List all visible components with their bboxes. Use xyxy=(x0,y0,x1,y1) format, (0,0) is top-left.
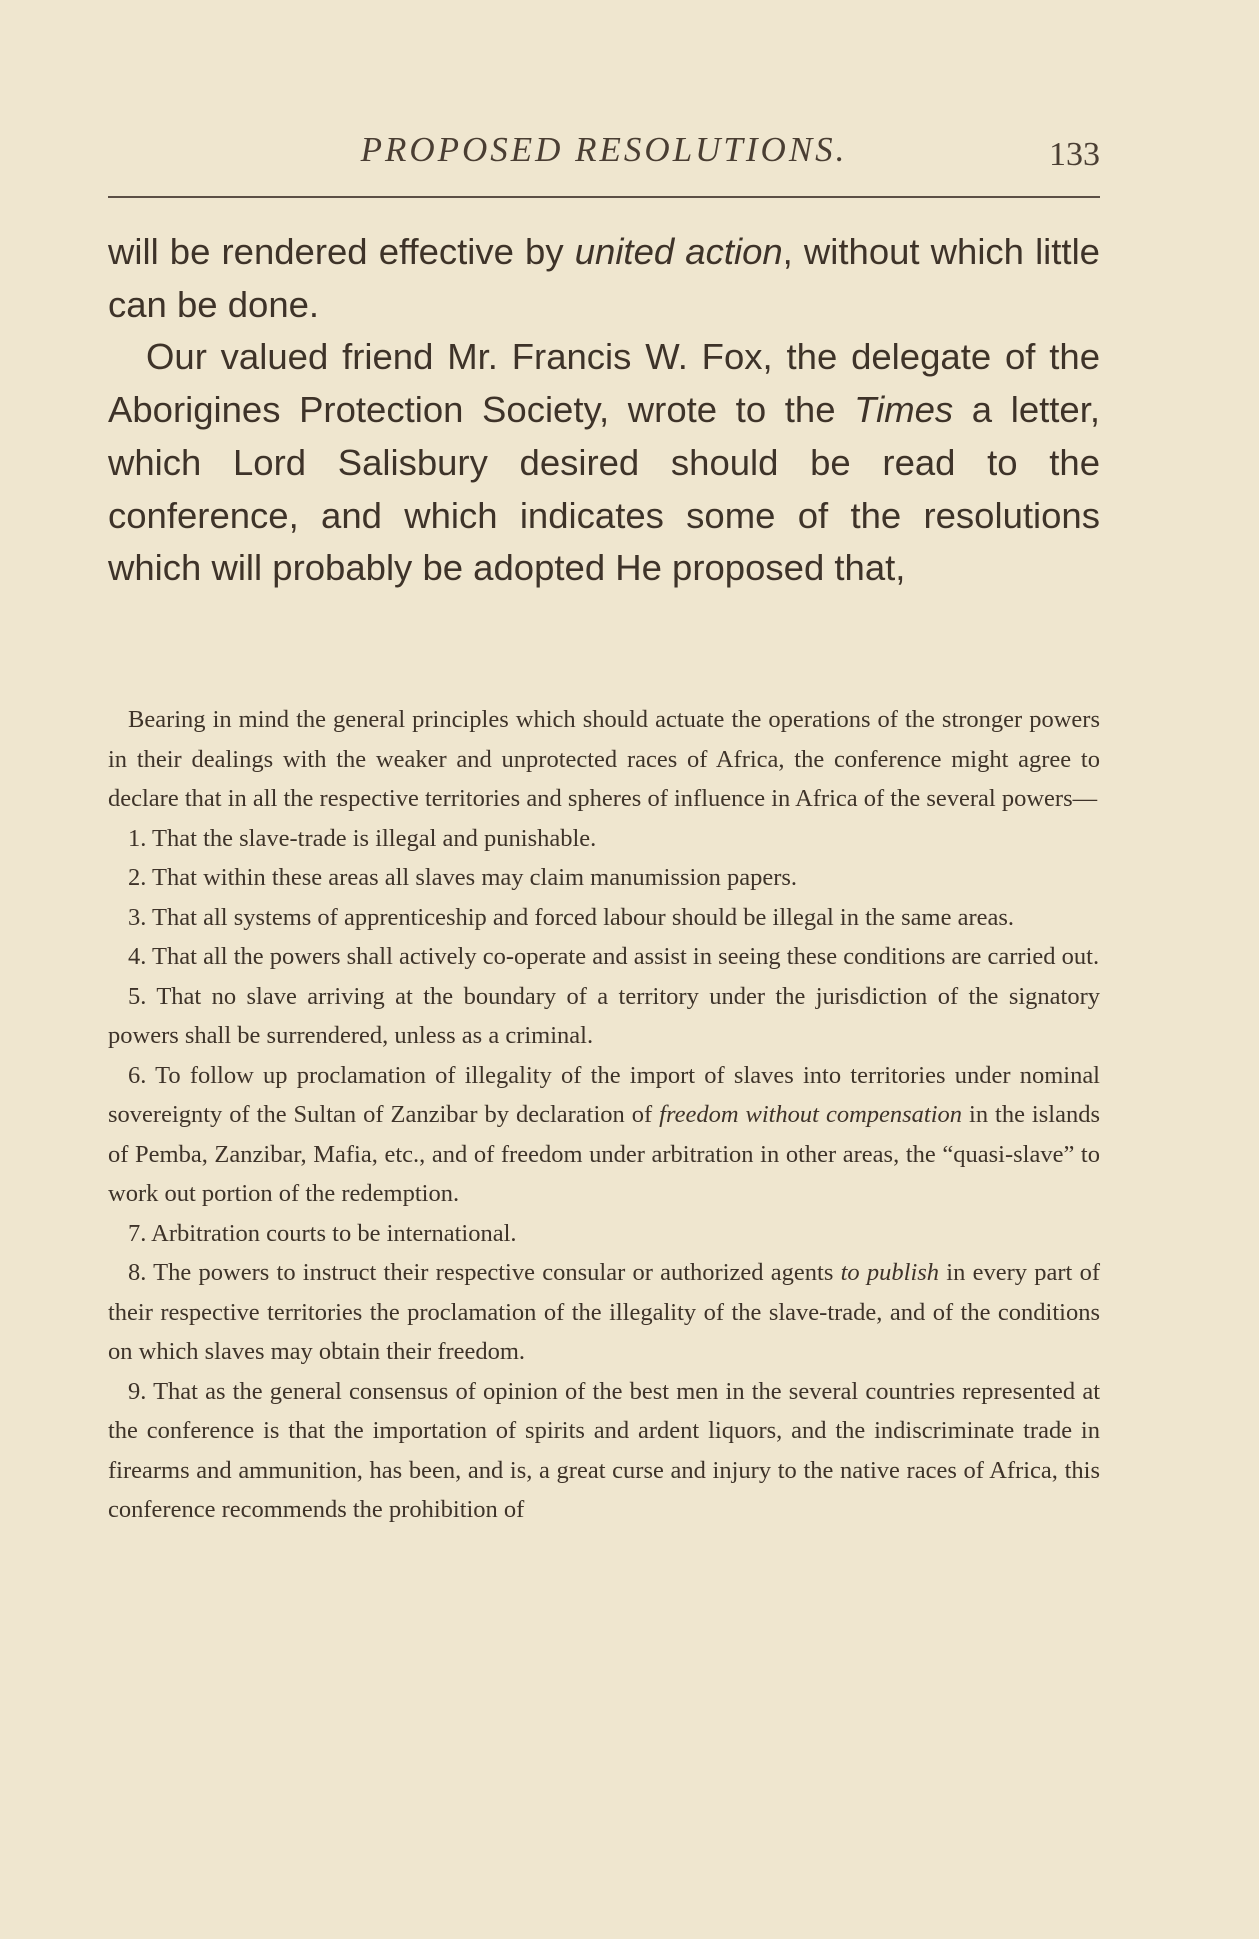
paragraph-1: will be rendered effective by united action, without which little can be done. xyxy=(108,231,1100,325)
emphasis: united action xyxy=(574,231,783,272)
resolution-4: 4. That all the powers shall actively co-operate and assist in seeing these conditions are carried out. xyxy=(128,943,1100,970)
resolution-9: 9. That as the general consensus of opinion of the best men in the several countries represented at the conference is that the importation of spirits and ardent liquors, and the indiscriminate trade in firearms and ammunition, has been, and is, a great curse and injury to the native races of Africa, this conference recommends the prohibition of xyxy=(108,1377,1100,1523)
resolution-3: 3. That all systems of apprenticeship and forced labour should be illegal in the same areas. xyxy=(128,903,1015,931)
letter-intro: Bearing in mind the general principles which should actuate the operations of the stronger powers in their dealings with the weaker and unprotected races of Africa, the conference might agree to declare that in all the respective territories and spheres of influence in Africa of the several powers— xyxy=(108,706,1100,812)
resolution-7: 7. Arbitration courts to be international. xyxy=(128,1219,517,1247)
resolution-1: 1. That the slave-trade is illegal and punishable. xyxy=(128,824,597,852)
resolution-2: 2. That within these areas all slaves may claim manumission papers. xyxy=(128,864,798,891)
resolution-8: 8. The powers to instruct their respective consular or authorized agents to publish in every part of their respective territories the proclamation of the illegality of the slave-trade, and of the conditions on which slaves may obtain their freedom. xyxy=(108,1259,1100,1365)
page-header xyxy=(108,122,1100,182)
main-text xyxy=(108,226,1100,595)
emphasis: freedom without compensation xyxy=(659,1101,963,1128)
newspaper-title: Times xyxy=(854,389,954,431)
header-rule xyxy=(108,196,1100,198)
emphasis: to publish xyxy=(840,1259,940,1286)
quoted-letter xyxy=(108,700,1100,1530)
paragraph-2: Our valued friend Mr. Francis W. Fox, the delegate of the Aborigines Protection Society, wrote to the Times a letter, which Lord Salisbury desired should be read to the conference, and which indicates some of the resolutions which will probably be adopted He proposed that, xyxy=(108,336,1100,589)
resolution-6: 6. To follow up proclamation of illegality of the import of slaves into territories under nominal sovereignty of the Sultan of Zanzibar by declaration of freedom without compensation in the islands of Pemba, Zanzibar, Mafia, etc., and of freedom under arbitration in other areas, the “quasi-slave” to work out portion of the redemption. xyxy=(108,1061,1100,1207)
resolution-5: 5. That no slave arriving at the boundary of a territory under the jurisdiction of the signatory powers shall be surrendered, unless as a criminal. xyxy=(108,982,1100,1049)
running-title: PROPOSED RESOLUTIONS. xyxy=(360,130,848,169)
page-number: 133 xyxy=(1049,136,1100,173)
